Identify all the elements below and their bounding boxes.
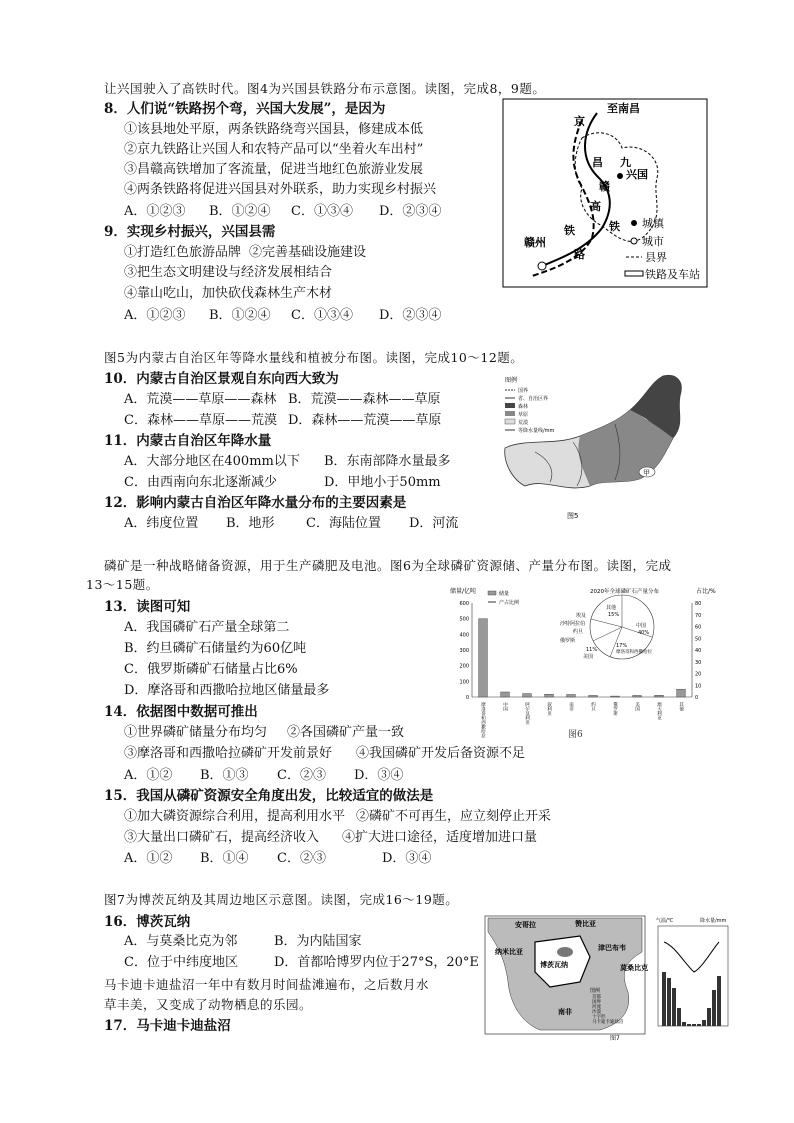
fig5-legend-grassland: 草原	[518, 412, 529, 418]
option-d[interactable]: D．③④	[382, 851, 432, 866]
question-14-item-3: ③摩洛哥和西撒哈拉磷矿开发前景好	[124, 746, 333, 761]
fig6-category-label: 摩洛哥和西撒哈拉	[480, 702, 486, 738]
label-tie-2: 铁	[564, 224, 575, 237]
option-d[interactable]: D．②③④	[379, 308, 442, 323]
pie-label-china: 中国	[636, 623, 647, 629]
question-17-stem: 17．马卡迪卡迪盐沼	[104, 1018, 231, 1034]
figure-6-caption: 图6	[568, 730, 583, 740]
option-c[interactable]: C．②③	[277, 768, 326, 783]
pie-label-usa: 美国	[583, 654, 594, 660]
question-8-item-1: ①该县地处平原，两条铁路绕弯兴国县，修建成本低	[124, 122, 424, 137]
option-a[interactable]: A．纬度位置	[124, 516, 199, 531]
fig6-bar	[523, 694, 532, 697]
fig7-legend-title: 图例	[590, 988, 601, 994]
fig6-right-tick: 10	[695, 683, 702, 690]
option-d[interactable]: D．森林——荒漠——草原	[288, 413, 442, 428]
question-9-item-4: ④靠山吃山，加快砍伐森林生产木材	[124, 286, 333, 301]
option-c[interactable]: C．海陆位置	[306, 516, 381, 531]
climate-ylabel-left: 气温/℃	[656, 918, 674, 924]
fig6-bar	[567, 694, 576, 697]
label-jiu: 九	[620, 156, 631, 169]
label-gan: 赣	[599, 180, 610, 193]
question-12-options	[124, 515, 458, 533]
question-15-item-2: ②磷矿不可再生，应立刻停止开采	[356, 809, 552, 824]
label-south-africa: 南非	[558, 1008, 572, 1016]
pie-label-saudi: 沙特阿拉伯	[560, 621, 586, 627]
question-15-items-row-2	[124, 829, 537, 847]
fig6-category-label: 约旦	[590, 702, 596, 711]
fig6-category-label: 澳大利亚	[656, 702, 662, 720]
intro-text-3a: 磷矿是一种战略储备资源，用于生产磷肥及电池。图6为全球磷矿资源储、产量分布图。读图，完成	[104, 558, 672, 573]
option-b[interactable]: B．①②④	[209, 308, 271, 323]
fig6-left-tick: 500	[459, 616, 469, 623]
question-16-options-row-1	[124, 933, 362, 951]
label-lu: 路	[574, 248, 585, 261]
question-16-options-row-2	[124, 954, 479, 972]
fig6-right-tick: 20	[695, 671, 702, 678]
fig6-left-tick: 400	[459, 632, 469, 639]
fig7-legend-border: 国界	[592, 1000, 601, 1005]
question-14-items-row-2	[124, 745, 525, 763]
label-zimbabwe: 津巴布韦	[598, 944, 626, 952]
option-b[interactable]: B．①③	[200, 768, 249, 783]
question-13-option-c[interactable]: C．俄罗斯磷矿石储量占比6%	[124, 662, 298, 677]
option-b[interactable]: B．荒漠——森林——草原	[288, 392, 441, 407]
fig6-right-tick: 40	[695, 648, 702, 654]
question-15-stem: 15．我国从磷矿资源安全角度出发，比较适宜的做法是	[104, 788, 434, 804]
question-15-item-1: ①加大磷资源综合利用，提高利用水平	[124, 809, 346, 824]
pie-label-other-pct: 15%	[608, 612, 620, 618]
fig6-right-tick: 0	[695, 695, 699, 701]
option-b[interactable]: B．地形	[226, 516, 275, 531]
fig6-bar	[611, 696, 620, 697]
option-a[interactable]: A．①②	[124, 851, 173, 866]
pie-label-china-pct: 40%	[638, 630, 650, 636]
option-c[interactable]: C．位于中纬度地区	[124, 955, 238, 970]
label-namibia: 纳米比亚	[495, 948, 523, 956]
pie-label-egypt: 埃及	[576, 613, 587, 619]
question-9-item-1: ①打造红色旅游品牌	[124, 245, 242, 260]
question-8-item-3: ③昌赣高铁增加了客流量，促进当地红色旅游业发展	[124, 162, 424, 177]
option-c[interactable]: C．由西南向东北逐渐减少	[124, 475, 277, 490]
legend-railway: 铁路及车站	[645, 268, 700, 281]
question-15-item-3: ③大量出口磷矿石，提高经济收入	[124, 830, 320, 845]
fig6-ylabel-left: 储量/亿吨	[450, 588, 477, 595]
fig6-category-label: 其他	[678, 702, 684, 711]
option-a[interactable]: A．与莫桑比克为邻	[124, 934, 238, 949]
fig6-bar	[633, 695, 642, 697]
question-8-stem: 8．人们说“铁路拐个弯，兴国大发展”，是因为	[104, 101, 386, 117]
fig6-legend-share: 产占比例	[499, 600, 520, 606]
option-d[interactable]: D．河流	[409, 516, 459, 531]
intro-text-4: 图7为博茨瓦纳及其周边地区示意图。读图，完成16～19题。	[104, 892, 459, 907]
option-c[interactable]: C．①③④	[291, 204, 353, 219]
question-15-item-4: ④扩大进口途径，适度增加进口量	[342, 830, 538, 845]
fig6-category-label: 叙利亚	[546, 702, 552, 716]
fig5-legend-desert: 荒漠	[518, 420, 529, 426]
pie-label-other: 其他	[606, 605, 617, 611]
question-14-options	[124, 767, 403, 785]
intro-text-5b: 草丰美，又变成了动物栖息的乐园。	[104, 997, 313, 1012]
option-a[interactable]: A．①②	[124, 768, 173, 783]
city-dot	[538, 262, 546, 270]
fig6-right-tick: 70	[695, 612, 702, 619]
figure-4-railway-map	[502, 98, 708, 288]
question-12-stem: 12．影响内蒙古自治区年降水量分布的主要因素是	[104, 495, 407, 511]
climate-ylabel-right: 降水量/mm	[700, 918, 727, 924]
label-chang: 昌	[592, 156, 603, 169]
option-b[interactable]: B．为内陆国家	[274, 934, 362, 949]
legend-railway-icon	[625, 271, 643, 276]
legend-town: 城镇	[642, 217, 664, 230]
fig6-left-tick: 200	[459, 663, 469, 670]
question-16-stem: 16．博茨瓦纳	[104, 914, 191, 930]
fig6-bar	[589, 695, 598, 697]
legend-town-icon	[631, 220, 637, 226]
question-9-stem: 9．实现乡村振兴，兴国县需	[104, 224, 276, 240]
question-15-options	[124, 850, 431, 868]
option-d[interactable]: D．甲地小于50mm	[324, 475, 441, 490]
fig6-bar	[677, 689, 686, 697]
label-botswana: 博茨瓦纳	[540, 961, 568, 969]
fig7-legend-desert: 沙漠	[592, 1010, 601, 1015]
fig6-left-tick: 600	[459, 601, 469, 607]
option-c[interactable]: C．②③	[277, 851, 326, 866]
fig5-legend-isohyet: 等降水量线/mm	[518, 428, 555, 434]
option-b[interactable]: B．①②④	[209, 204, 271, 219]
question-14-items-row-1	[124, 724, 404, 742]
option-a[interactable]: A．①②③	[124, 204, 186, 219]
question-10-options-row-1	[124, 391, 441, 409]
legend-county-border: 县界	[645, 251, 667, 264]
fig6-left-tick: 0	[465, 695, 469, 701]
fig6-right-tick: 50	[695, 636, 702, 643]
question-10-options-row-2	[124, 412, 441, 430]
option-b[interactable]: B．①④	[200, 851, 249, 866]
question-8-item-4: ④两条铁路将促进兴国县对外联系，助力实现乡村振兴	[124, 182, 437, 197]
question-13-option-d[interactable]: D．摩洛哥和西撒哈拉地区储量最多	[124, 683, 330, 698]
question-9-options	[124, 307, 441, 325]
fig6-left-tick: 300	[459, 648, 469, 654]
label-zambia: 赞比亚	[575, 920, 596, 928]
fig5-legend-border: 国界	[518, 388, 529, 394]
figure-5-inner-mongolia-map	[495, 368, 705, 523]
pie-label-morocco-pct: 17%	[616, 643, 628, 649]
fig6-left-tick: 100	[459, 679, 469, 686]
fig6-category-label: 俄罗斯	[612, 702, 618, 716]
fig7-legend-river: 河流	[592, 1005, 601, 1010]
legend-city: 城市	[642, 235, 664, 248]
pie-label-jordan: 约旦	[573, 629, 584, 635]
label-angola: 安哥拉	[515, 921, 536, 929]
fig5-legend-province: 省、自治区界	[518, 396, 549, 402]
fig6-right-tick: 80	[695, 601, 702, 607]
makgadikgadi-pan	[557, 947, 573, 957]
option-a[interactable]: A．①②③	[124, 308, 186, 323]
label-jing: 京	[574, 115, 585, 128]
question-14-item-2: ②各国磷矿产量一致	[287, 725, 405, 740]
fig6-bar	[501, 692, 510, 697]
intro-text-2: 图5为内蒙古自治区年等降水量线和植被分布图。读图，完成10～12题。	[104, 350, 524, 365]
question-8-item-2: ②京九铁路让兴国人和农特产品可以“坐着火车出村”	[124, 142, 424, 157]
fig7-legend-capital: 首都	[592, 995, 601, 1000]
question-9-items-row-1	[124, 244, 366, 262]
legend-city-icon	[631, 238, 637, 244]
question-14-stem: 14．依据图中数据可推出	[104, 704, 258, 720]
fig6-ylabel-right: 占比/%	[696, 588, 716, 595]
fig5-legend-forest: 森林	[518, 404, 529, 410]
pie-title: 2020年全球磷矿石产量分布	[590, 589, 659, 595]
figure-7-caption: 图7	[610, 1035, 620, 1042]
question-8-options	[124, 203, 441, 221]
intro-text-3b: 13～15题。	[86, 577, 159, 592]
intro-text-5a: 马卡迪卡迪盐沼一年中有数月时间盐滩遍布，之后数月水	[104, 977, 430, 992]
label-to-nanchang: 至南昌	[607, 102, 640, 115]
pie-label-usa-pct: 11%	[586, 647, 598, 653]
option-b[interactable]: B．东南部降水量最多	[324, 454, 451, 469]
label-jia: 甲	[643, 469, 650, 477]
question-13-stem: 13．读图可知	[104, 599, 191, 615]
option-a[interactable]: A．荒漠——草原——森林	[124, 392, 277, 407]
question-13-option-b[interactable]: B．约旦磷矿石储量约为60亿吨	[124, 641, 307, 656]
fig6-category-label: 南非	[568, 702, 574, 711]
figure-7-botswana-map	[480, 912, 742, 1042]
question-11-stem: 11．内蒙古自治区年降水量	[104, 433, 272, 449]
fig5-legend-title: 图例	[505, 377, 518, 384]
figure-6-phosphate-chart	[448, 585, 720, 740]
fig6-category-label: 阿尔及利亚	[524, 702, 530, 725]
option-d[interactable]: D．③④	[354, 768, 404, 783]
label-xingguo: 兴国	[626, 168, 648, 181]
question-9-item-2: ②完善基础设施建设	[249, 245, 367, 260]
question-13-option-a[interactable]: A．我国磷矿石产量全球第二	[124, 620, 290, 635]
question-11-options-row-2	[124, 474, 441, 492]
question-9-item-3: ③把生态文明建设与经济发展相结合	[124, 265, 333, 280]
label-tie: 铁	[609, 220, 620, 233]
intro-text-1: 让兴国驶入了高铁时代。图4为兴国县铁路分布示意图。读图，完成8，9题。	[104, 81, 546, 96]
fig6-bar	[655, 695, 664, 697]
fig6-category-label: 美国	[634, 702, 640, 711]
fig6-bar	[545, 694, 554, 697]
label-mozambique: 莫桑比克	[620, 964, 648, 972]
fig6-bar	[479, 619, 488, 697]
fig7-legend-pan: 马卡迪卡迪盐沼	[592, 1020, 624, 1025]
figure-5-caption: 图5	[567, 512, 579, 520]
fig6-legend-reserve: 储量	[499, 591, 510, 597]
pie-label-morocco: 摩洛哥和西撒哈拉	[616, 650, 652, 655]
fig6-right-tick: 30	[695, 659, 702, 666]
pie-label-russia: 俄罗斯	[560, 638, 576, 644]
fig6-right-tick: 60	[695, 624, 702, 631]
option-d[interactable]: D．首都哈博罗内位于27°S，20°E	[274, 955, 479, 970]
fig7-legend-cross: 十字形	[592, 1015, 606, 1020]
question-14-item-4: ④我国磷矿开发后备资源不足	[356, 746, 526, 761]
question-14-item-1: ①世界磷矿储量分布均匀	[124, 725, 268, 740]
question-10-stem: 10．内蒙古自治区景观自东向西大致为	[104, 371, 339, 387]
option-a[interactable]: A．大部分地区在400mm以下	[124, 454, 300, 469]
town-dot	[617, 173, 623, 179]
question-11-options-row-1	[124, 453, 451, 471]
option-d[interactable]: D．②③④	[379, 204, 442, 219]
question-15-items-row-1	[124, 808, 551, 826]
fig6-category-label: 中国	[502, 702, 508, 711]
option-c[interactable]: C．①③④	[291, 308, 353, 323]
label-gao: 高	[590, 200, 601, 213]
label-ganzhou: 赣州	[524, 236, 546, 249]
option-c[interactable]: C．森林——草原——荒漠	[124, 413, 277, 428]
